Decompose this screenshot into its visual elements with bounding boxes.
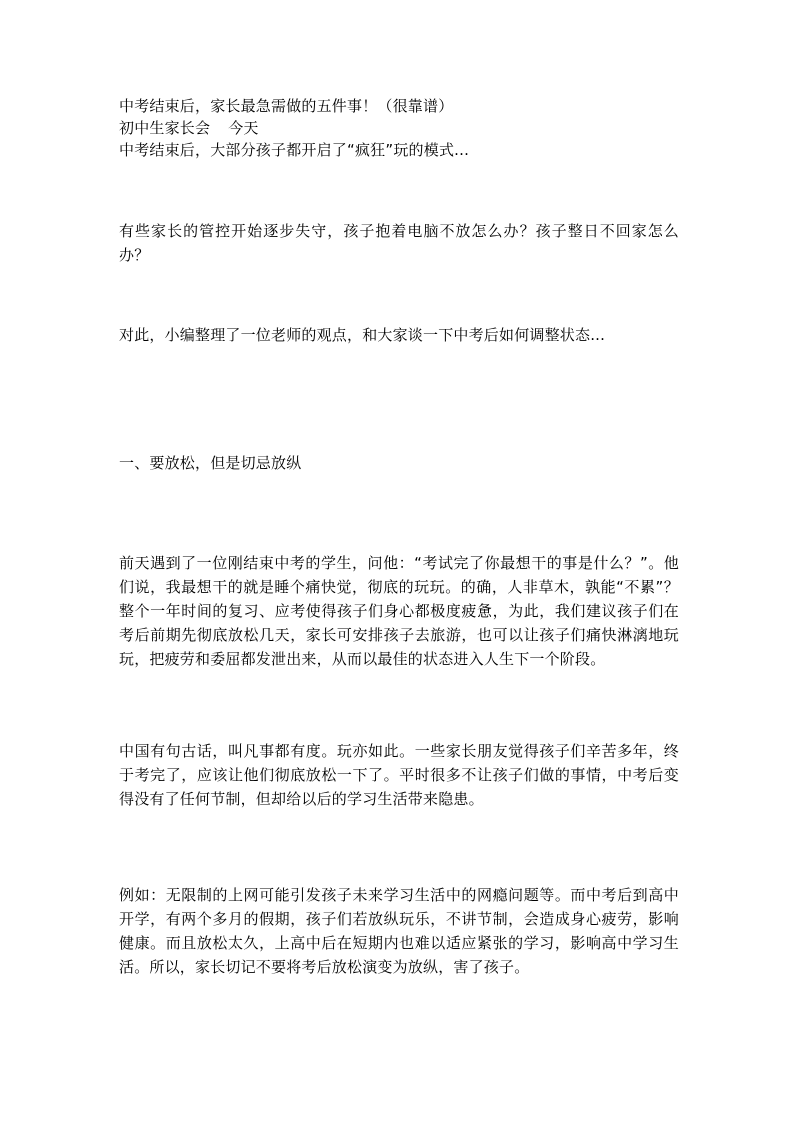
section-heading-relax: 一、要放松，但是切忌放纵 [119,454,302,472]
paragraph-moderation: 中国有句古话，叫凡事都有度。玩亦如此。一些家长朋友觉得孩子们辛苦多年，终于考完了，应该让他们彻底放松一下了。平时很多不让孩子们做的事情，中考后变得没有了任何节制，但却给以后的学习生活带来隐患。 [119,742,679,808]
article-meta [119,117,679,139]
article-date: 今天 [228,119,259,137]
article-title: 中考结束后，家长最急需做的五件事！（很靠谱） [119,97,454,115]
article-intro: 中考结束后，大部分孩子都开启了“疯狂”玩的模式... [119,141,470,159]
article-source: 初中生家长会 [119,119,211,137]
paragraph-control-loss: 有些家长的管控开始逐步失守，孩子抱着电脑不放怎么办？孩子整日不回家怎么办？ [119,222,679,264]
paragraph-student-story: 前天遇到了一位刚结束中考的学生，问他：“考试完了你最想干的事是什么？”。他们说，我最想干的就是睡个痛快觉，彻底的玩玩。的确，人非草木，孰能“不累”？整个一年时间的复习、应考使得孩子们身心都极度疲惫，为此，我们建议孩子们在考后前期先彻底放松几天，家长可安排孩子去旅游，也可以让孩子们痛快淋漓地玩玩，把疲劳和委屈都发泄出来，从而以最佳的状态进入人生下一个阶段。 [119,554,679,668]
paragraph-editor-note: 对此，小编整理了一位老师的观点，和大家谈一下中考后如何调整状态... [119,326,606,344]
paragraph-example: 例如：无限制的上网可能引发孩子未来学习生活中的网瘾问题等。而中考后到高中开学，有两个多月的假期，孩子们若放纵玩乐，不讲节制，会造成身心疲劳，影响健康。而且放松太久，上高中后在短期内也难以适应紧张的学习，影响高中学习生活。所以，家长切记不要将考后放松演变为放纵，害了孩子。 [119,886,679,976]
